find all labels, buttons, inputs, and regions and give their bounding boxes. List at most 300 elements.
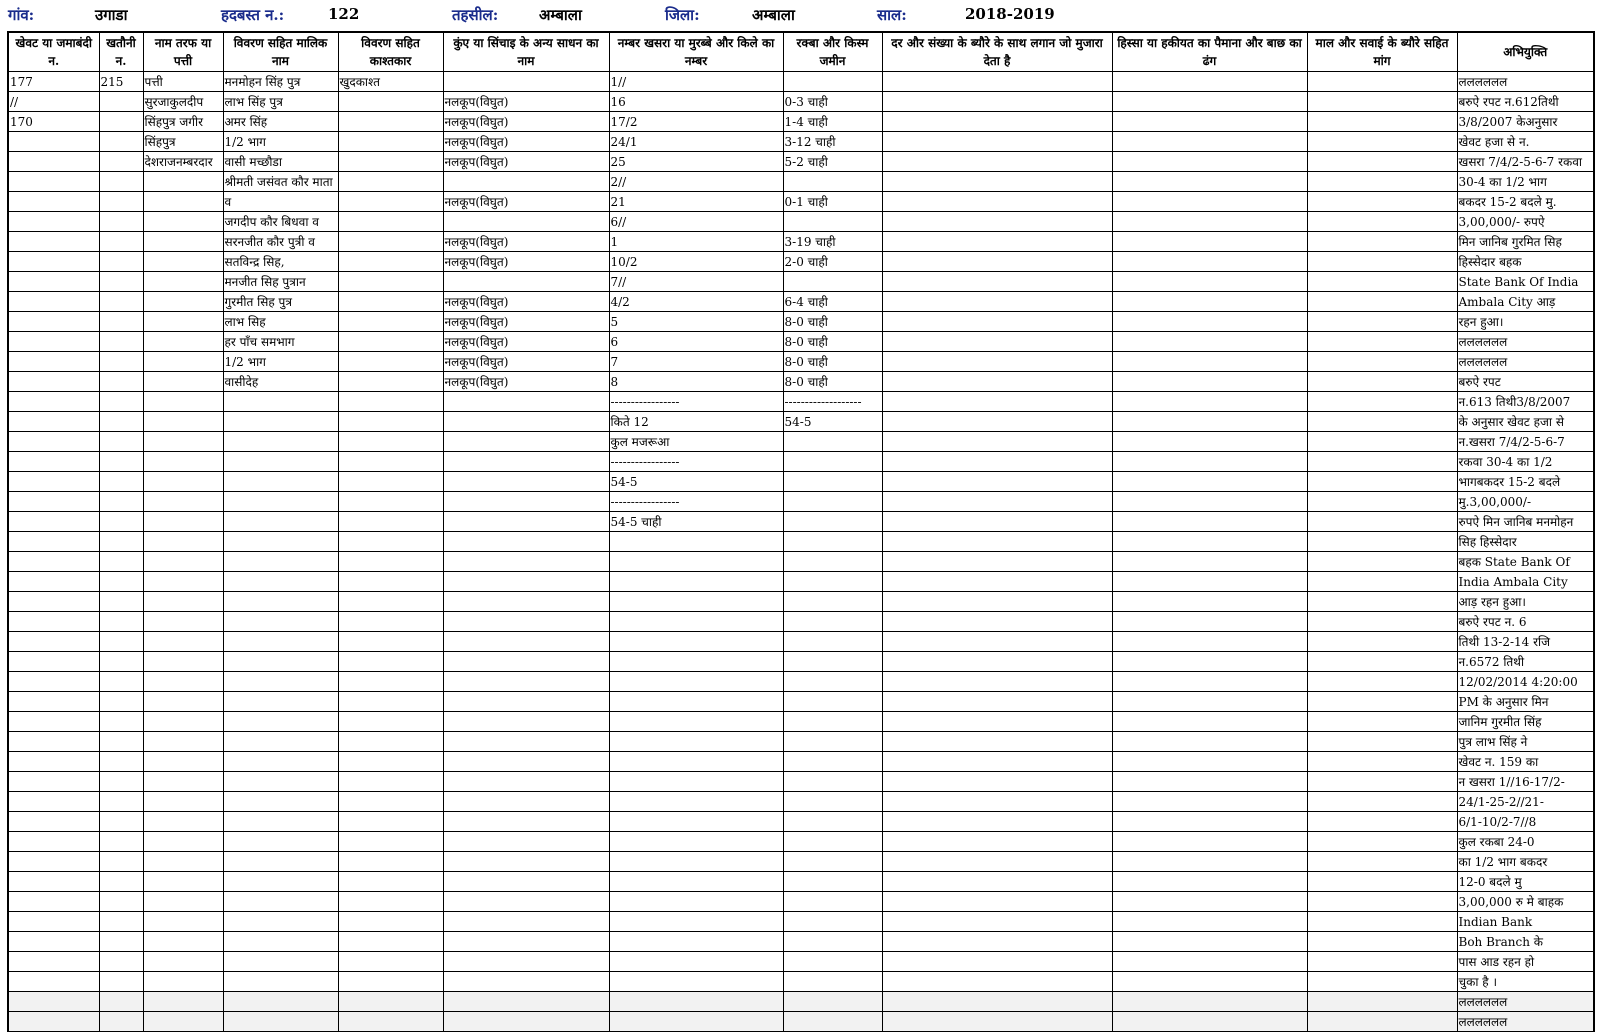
table-row [8,512,1594,532]
cell-revenue-demand [1307,1012,1457,1032]
cell-khewat-no [8,252,99,272]
cell-revenue-demand [1307,92,1457,112]
cell-irrigation-source: नलकूप(विघुत) [443,252,609,272]
cell-remarks: India Ambala City [1457,572,1594,592]
cell-remarks: Indian Bank [1457,912,1594,932]
cell-khatauni-no [99,112,143,132]
cell-share-measure [1112,112,1307,132]
cell-rent-details [882,792,1112,812]
cell-patti-name: देशराजनम्बरदार [143,152,223,172]
cell-owner-name [223,392,338,412]
cell-irrigation-source [443,792,609,812]
cell-patti-name [143,692,223,712]
cell-rent-details [882,652,1112,672]
cell-cultivator-name [338,692,443,712]
cell-share-measure [1112,352,1307,372]
cell-revenue-demand [1307,72,1457,92]
cell-cultivator-name [338,472,443,492]
cell-cultivator-name [338,212,443,232]
cell-revenue-demand [1307,552,1457,572]
cell-khewat-no [8,332,99,352]
column-header-share-measure: हिस्सा या हकीयत का पैमाना और बाछ का ढंग [1112,32,1307,72]
column-header-cultivator-name: विवरण सहित काश्तकार [338,32,443,72]
cell-irrigation-source [443,752,609,772]
cell-khatauni-no [99,512,143,532]
cell-owner-name [223,532,338,552]
cell-area-type [783,212,882,232]
cell-share-measure [1112,852,1307,872]
cell-khewat-no [8,312,99,332]
cell-khasra-no [609,692,783,712]
cell-owner-name [223,772,338,792]
cell-khasra-no: 21 [609,192,783,212]
cell-patti-name [143,932,223,952]
cell-khatauni-no [99,612,143,632]
cell-area-type: 0-3 चाही [783,92,882,112]
cell-remarks: पुत्र लाभ सिंह ने [1457,732,1594,752]
cell-khewat-no [8,792,99,812]
cell-owner-name [223,592,338,612]
cell-patti-name [143,712,223,732]
cell-khewat-no [8,852,99,872]
cell-remarks: Ambala City आड़ [1457,292,1594,312]
cell-revenue-demand [1307,392,1457,412]
cell-irrigation-source [443,632,609,652]
cell-share-measure [1112,752,1307,772]
cell-remarks: सिह हिस्सेदार [1457,532,1594,552]
cell-cultivator-name [338,432,443,452]
cell-share-measure [1112,772,1307,792]
cell-area-type [783,992,882,1012]
cell-cultivator-name [338,552,443,572]
cell-rent-details [882,492,1112,512]
cell-patti-name [143,992,223,1012]
cell-owner-name [223,792,338,812]
cell-irrigation-source: नलकूप(विघुत) [443,232,609,252]
cell-rent-details [882,532,1112,552]
table-row [8,492,1594,512]
cell-cultivator-name [338,252,443,272]
cell-irrigation-source: नलकूप(विघुत) [443,292,609,312]
cell-khasra-no: ----------------- [609,452,783,472]
cell-remarks: हिस्सेदार बहक [1457,252,1594,272]
year-value: 2018-2019 [965,5,1055,23]
cell-owner-name: मनजीत सिह पुत्रान [223,272,338,292]
cell-khasra-no [609,872,783,892]
cell-khatauni-no [99,972,143,992]
cell-khatauni-no [99,472,143,492]
table-row [8,632,1594,652]
cell-revenue-demand [1307,672,1457,692]
cell-revenue-demand [1307,792,1457,812]
cell-area-type [783,872,882,892]
table-row [8,92,1594,112]
cell-revenue-demand [1307,972,1457,992]
cell-revenue-demand [1307,632,1457,652]
cell-revenue-demand [1307,112,1457,132]
cell-rent-details [882,612,1112,632]
table-row [8,672,1594,692]
cell-irrigation-source: नलकूप(विघुत) [443,352,609,372]
cell-khatauni-no [99,312,143,332]
cell-patti-name: पत्ती [143,72,223,92]
cell-remarks: लललललल [1457,1012,1594,1032]
cell-khewat-no [8,772,99,792]
cell-share-measure [1112,212,1307,232]
table-row [8,72,1594,92]
cell-irrigation-source [443,552,609,572]
cell-remarks: 12-0 बदले मु [1457,872,1594,892]
cell-area-type [783,572,882,592]
cell-remarks: बहक State Bank Of [1457,552,1594,572]
cell-share-measure [1112,392,1307,412]
cell-owner-name [223,992,338,1012]
cell-owner-name: अमर सिंह [223,112,338,132]
cell-khewat-no: 170 [8,112,99,132]
table-row [8,852,1594,872]
cell-khewat-no [8,392,99,412]
cell-remarks: 3,00,000/- रुपऐ [1457,212,1594,232]
cell-revenue-demand [1307,992,1457,1012]
column-header-khasra-no: नम्बर खसरा या मुरब्बे और किले का नम्बर [609,32,783,72]
cell-khewat-no [8,912,99,932]
cell-revenue-demand [1307,292,1457,312]
cell-cultivator-name [338,672,443,692]
table-row [8,172,1594,192]
cell-cultivator-name [338,652,443,672]
cell-irrigation-source: नलकूप(विघुत) [443,92,609,112]
cell-owner-name: 1/2 भाग [223,352,338,372]
cell-cultivator-name [338,132,443,152]
cell-patti-name [143,1012,223,1032]
table-row [8,952,1594,972]
cell-owner-name [223,972,338,992]
cell-irrigation-source [443,772,609,792]
cell-khasra-no [609,752,783,772]
cell-irrigation-source [443,272,609,292]
cell-khatauni-no [99,212,143,232]
village-label: गांव: [8,6,35,24]
table-row [8,212,1594,232]
cell-irrigation-source [443,672,609,692]
cell-khatauni-no [99,912,143,932]
cell-revenue-demand [1307,612,1457,632]
cell-rent-details [882,112,1112,132]
cell-remarks: 12/02/2014 4:20:00 [1457,672,1594,692]
cell-patti-name [143,532,223,552]
cell-khasra-no [609,992,783,1012]
cell-rent-details [882,592,1112,612]
cell-cultivator-name [338,612,443,632]
cell-area-type [783,592,882,612]
table-row [8,652,1594,672]
jamabandi-table [7,31,1595,1032]
cell-khatauni-no [99,132,143,152]
cell-share-measure [1112,992,1307,1012]
cell-khasra-no: 1 [609,232,783,252]
cell-owner-name [223,1012,338,1032]
cell-revenue-demand [1307,932,1457,952]
cell-patti-name [143,412,223,432]
cell-khewat-no [8,752,99,772]
cell-area-type [783,552,882,572]
cell-owner-name: मनमोहन सिंह पुत्र [223,72,338,92]
cell-area-type [783,532,882,552]
table-row [8,992,1594,1012]
cell-khatauni-no [99,412,143,432]
cell-khasra-no: 7// [609,272,783,292]
table-row [8,252,1594,272]
cell-khatauni-no [99,352,143,372]
cell-khewat-no [8,892,99,912]
cell-irrigation-source [443,492,609,512]
cell-cultivator-name [338,832,443,852]
cell-remarks: रहन हुआ। [1457,312,1594,332]
cell-khatauni-no [99,552,143,572]
column-header-rent-details: दर और संख्या के ब्यौरे के साथ लगान जो मुजारा देता है [882,32,1112,72]
cell-khasra-no: ----------------- [609,492,783,512]
cell-khewat-no [8,452,99,472]
cell-rent-details [882,832,1112,852]
cell-irrigation-source [443,692,609,712]
cell-remarks: न.613 तिथी3/8/2007 [1457,392,1594,412]
cell-khasra-no [609,832,783,852]
cell-owner-name [223,472,338,492]
cell-share-measure [1112,152,1307,172]
cell-share-measure [1112,312,1307,332]
column-header-irrigation-source: कुंए या सिंचाइ के अन्य साधन का नाम [443,32,609,72]
cell-irrigation-source [443,532,609,552]
cell-rent-details [882,432,1112,452]
cell-remarks: 3,00,000 रु मे बाहक [1457,892,1594,912]
cell-khasra-no: 54-5 चाही [609,512,783,532]
cell-remarks: आड़ रहन हुआ। [1457,592,1594,612]
cell-cultivator-name [338,972,443,992]
table-row [8,592,1594,612]
village-value: उगाडा [95,6,128,24]
record-header [0,0,1600,30]
cell-revenue-demand [1307,652,1457,672]
cell-revenue-demand [1307,512,1457,532]
cell-patti-name [143,832,223,852]
cell-khewat-no [8,652,99,672]
cell-khewat-no [8,472,99,492]
cell-khasra-no [609,772,783,792]
cell-khatauni-no [99,192,143,212]
cell-share-measure [1112,472,1307,492]
column-header-area-type: रक्बा और किस्म जमीन [783,32,882,72]
cell-irrigation-source [443,72,609,92]
tehsil-value: अम्बाला [539,6,582,24]
cell-khatauni-no: 215 [99,72,143,92]
cell-share-measure [1112,292,1307,312]
cell-patti-name [143,572,223,592]
cell-remarks: खसरा 7/4/2-5-6-7 रकवा [1457,152,1594,172]
cell-remarks: मु.3,00,000/- [1457,492,1594,512]
cell-khatauni-no [99,872,143,892]
cell-revenue-demand [1307,732,1457,752]
cell-khatauni-no [99,372,143,392]
cell-revenue-demand [1307,592,1457,612]
table-row [8,772,1594,792]
cell-irrigation-source: नलकूप(विघुत) [443,312,609,332]
cell-remarks: भागबकदर 15-2 बदले [1457,472,1594,492]
cell-rent-details [882,552,1112,572]
table-row [8,232,1594,252]
cell-remarks: जानिम गुरमीत सिंह [1457,712,1594,732]
cell-area-type [783,692,882,712]
cell-khewat-no [8,812,99,832]
cell-irrigation-source [443,852,609,872]
cell-cultivator-name [338,412,443,432]
cell-rent-details [882,252,1112,272]
cell-khatauni-no [99,272,143,292]
cell-rent-details [882,952,1112,972]
cell-khasra-no: 2// [609,172,783,192]
cell-patti-name [143,752,223,772]
cell-khewat-no [8,872,99,892]
cell-owner-name: हर पाँच समभाग [223,332,338,352]
cell-area-type: 3-12 चाही [783,132,882,152]
cell-area-type [783,512,882,532]
cell-irrigation-source [443,892,609,912]
cell-cultivator-name [338,812,443,832]
cell-cultivator-name: खुदकाश्त [338,72,443,92]
hadbast-label: हदबस्त न.: [221,6,285,24]
cell-irrigation-source: नलकूप(विघुत) [443,152,609,172]
cell-khewat-no [8,232,99,252]
cell-remarks: का 1/2 भाग बकदर [1457,852,1594,872]
cell-cultivator-name [338,572,443,592]
cell-area-type: 0-1 चाही [783,192,882,212]
cell-khatauni-no [99,752,143,772]
cell-area-type [783,492,882,512]
cell-khewat-no [8,1012,99,1032]
cell-area-type: 8-0 चाही [783,312,882,332]
cell-revenue-demand [1307,352,1457,372]
cell-khatauni-no [99,852,143,872]
table-row [8,532,1594,552]
cell-remarks: बरुऐ रपट न.612तिथी [1457,92,1594,112]
cell-cultivator-name [338,892,443,912]
cell-share-measure [1112,932,1307,952]
cell-revenue-demand [1307,752,1457,772]
cell-cultivator-name [338,492,443,512]
cell-area-type [783,772,882,792]
cell-patti-name [143,892,223,912]
cell-khasra-no: 6// [609,212,783,232]
cell-cultivator-name [338,172,443,192]
cell-khatauni-no [99,952,143,972]
cell-khasra-no: 54-5 [609,472,783,492]
cell-patti-name [143,552,223,572]
cell-owner-name [223,432,338,452]
column-header-patti-name: नाम तरफ या पत्ती [143,32,223,72]
cell-area-type [783,432,882,452]
cell-irrigation-source [443,912,609,932]
cell-khasra-no [609,592,783,612]
cell-patti-name [143,232,223,252]
cell-area-type [783,912,882,932]
cell-remarks: 30-4 का 1/2 भाग [1457,172,1594,192]
cell-owner-name [223,912,338,932]
cell-rent-details [882,912,1112,932]
cell-khatauni-no [99,652,143,672]
cell-khatauni-no [99,772,143,792]
cell-khasra-no: 17/2 [609,112,783,132]
table-row [8,892,1594,912]
cell-khasra-no: 7 [609,352,783,372]
cell-khatauni-no [99,292,143,312]
cell-rent-details [882,352,1112,372]
cell-cultivator-name [338,292,443,312]
cell-remarks: न.6572 तिथी [1457,652,1594,672]
cell-rent-details [882,852,1112,872]
table-row [8,792,1594,812]
cell-khasra-no [609,532,783,552]
cell-revenue-demand [1307,152,1457,172]
table-row [8,692,1594,712]
cell-irrigation-source [443,732,609,752]
cell-irrigation-source [443,972,609,992]
cell-cultivator-name [338,752,443,772]
cell-khasra-no [609,1012,783,1032]
cell-area-type [783,752,882,772]
cell-khewat-no [8,732,99,752]
cell-share-measure [1112,812,1307,832]
table-row [8,712,1594,732]
cell-area-type [783,712,882,732]
cell-area-type [783,472,882,492]
cell-share-measure [1112,732,1307,752]
cell-khatauni-no [99,252,143,272]
cell-khewat-no [8,572,99,592]
cell-khewat-no [8,712,99,732]
cell-cultivator-name [338,852,443,872]
cell-owner-name: व [223,192,338,212]
cell-cultivator-name [338,272,443,292]
cell-remarks: चुका है । [1457,972,1594,992]
cell-khasra-no: 8 [609,372,783,392]
cell-cultivator-name [338,452,443,472]
cell-rent-details [882,712,1112,732]
cell-share-measure [1112,592,1307,612]
cell-revenue-demand [1307,492,1457,512]
cell-revenue-demand [1307,532,1457,552]
cell-irrigation-source [443,592,609,612]
cell-share-measure [1112,232,1307,252]
cell-owner-name [223,672,338,692]
cell-owner-name [223,512,338,532]
cell-khewat-no [8,512,99,532]
cell-share-measure [1112,872,1307,892]
cell-owner-name [223,832,338,852]
cell-share-measure [1112,412,1307,432]
cell-patti-name [143,432,223,452]
cell-share-measure [1112,192,1307,212]
table-row [8,832,1594,852]
cell-khewat-no [8,212,99,232]
cell-remarks: State Bank Of India [1457,272,1594,292]
cell-revenue-demand [1307,212,1457,232]
column-header-khewat-no: खेवट या जमाबंदी न. [8,32,99,72]
cell-remarks: खेवट हजा से न. [1457,132,1594,152]
table-row [8,572,1594,592]
cell-cultivator-name [338,372,443,392]
cell-area-type [783,952,882,972]
cell-khatauni-no [99,632,143,652]
cell-irrigation-source: नलकूप(विघुत) [443,112,609,132]
